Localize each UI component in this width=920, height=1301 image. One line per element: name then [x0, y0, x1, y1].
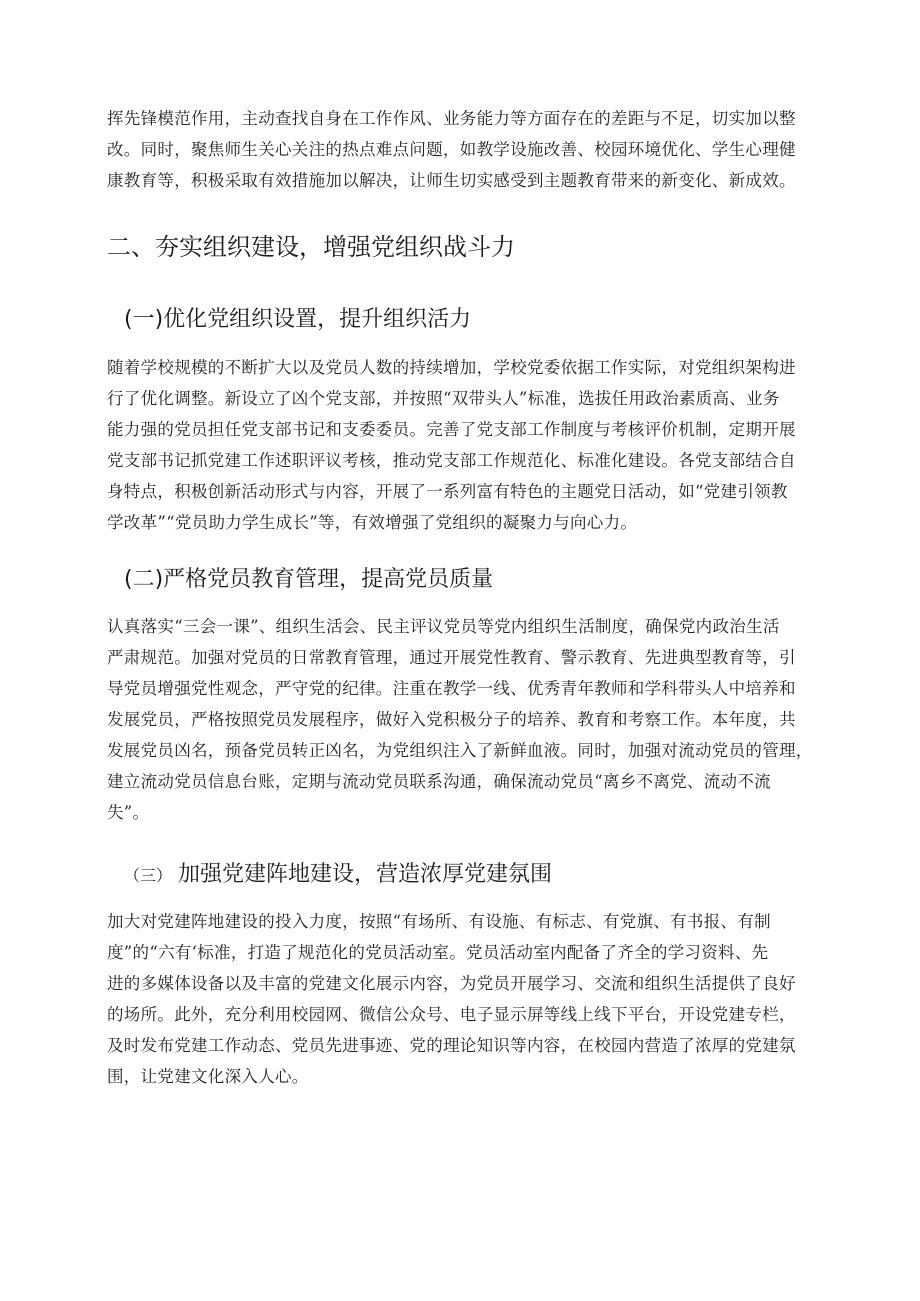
paragraph-line: 严肃规范。加强对党员的日常教育管理，通过开展党性教育、警示教育、先进典型教育等，引	[107, 648, 796, 667]
paragraph-line: 挥先锋模范作用，主动查找自身在工作作风、业务能力等方面存在的差距与不足，切实加以整	[107, 109, 796, 128]
paragraph-line: 加大对党建阵地建设的投入力度，按照“有场所、有设施、有标志、有党旗、有书报、有制	[107, 912, 771, 931]
subsection-2-paragraph	[107, 611, 819, 828]
paragraph-line: 党支部书记抓党建工作述职评议考核，推动党支部工作规范化、标准化建设。各党支部结合自	[107, 451, 796, 470]
paragraph-line: 围，让党建文化深入人心。	[107, 1067, 309, 1086]
paragraph-line: 建立流动党员信息台账，定期与流动党员联系沟通，确保流动党员“离乡不离党、流动不流	[107, 772, 771, 791]
paragraph-line: 能力强的党员担任党支部书记和支委委员。完善了党支部工作制度与考核评价机制，定期开展	[107, 420, 796, 439]
paragraph-line: 度”的“六有‘标准，打造了规范化的党员活动室。党员活动室内配备了齐全的学习资料、先	[107, 943, 769, 962]
paragraph-line: 发展党员，严格按照党员发展程序，做好入党积极分子的培养、教育和考察工作。本年度，共	[107, 710, 796, 729]
paragraph-line: 身特点，积极创新活动形式与内容，开展了一系列富有特色的主题党日活动，如“党建引领教	[107, 482, 788, 501]
subsection-3-paragraph	[107, 906, 819, 1092]
paragraph-line: 改。同时，聚焦师生关心关注的热点难点问题，如教学设施改善、校园环境优化、学生心理健	[107, 140, 796, 159]
subsection-title: 加强党建阵地建设，营造浓厚党建氛围	[178, 862, 553, 887]
subsection-number: （三）	[124, 866, 173, 885]
subsection-1-paragraph	[107, 352, 819, 538]
paragraph-line: 学改革”“党员助力学生成长”等，有效增强了党组织的凝聚力与向心力。	[107, 513, 638, 532]
paragraph-line: 及时发布党建工作动态、党员先进事迹、党的理论知识等内容，在校园内营造了浓厚的党建氛	[107, 1036, 796, 1055]
paragraph-line: 失”。	[107, 803, 150, 822]
paragraph-line: 认真落实“三会一课”、组织生活会、民主评议党员等党内组织生活制度，确保党内政治生活	[107, 617, 780, 636]
subsection-heading-1: (一)优化党组织设置，提升组织活力	[124, 307, 472, 332]
paragraph-line: 行了优化调整。新设立了凶个党支部，并按照“双带头人”标准，选拔任用政治素质高、业务	[107, 389, 780, 408]
section-heading: 二、夯实组织建设，增强党组织战斗力	[107, 233, 515, 261]
paragraph-line: 发展党员凶名，预备党员转正凶名，为党组织注入了新鲜血液。同时，加强对流动党员的管理，	[107, 741, 813, 760]
subsection-heading-3	[124, 860, 552, 891]
paragraph-line: 随着学校规模的不断扩大以及党员人数的持续增加，学校党委依据工作实际，对党组织架构进	[107, 358, 796, 377]
paragraph-line: 康教育等，积极采取有效措施加以解决，让师生切实感受到主题教育带来的新变化、新成效。	[107, 171, 796, 190]
intro-paragraph	[107, 103, 819, 196]
paragraph-line: 的场所。此外，充分利用校园网、微信公众号、电子显示屏等线上线下平台，开设党建专栏，	[107, 1005, 796, 1024]
subsection-heading-2: (二)严格党员教育管理，提高党员质量	[124, 567, 494, 592]
paragraph-line: 进的多媒体设备以及丰富的党建文化展示内容，为党员开展学习、交流和组织生活提供了良好	[107, 974, 796, 993]
paragraph-line: 导党员增强党性观念，严守党的纪律。注重在教学一线、优秀青年教师和学科带头人中培养和	[107, 679, 796, 698]
